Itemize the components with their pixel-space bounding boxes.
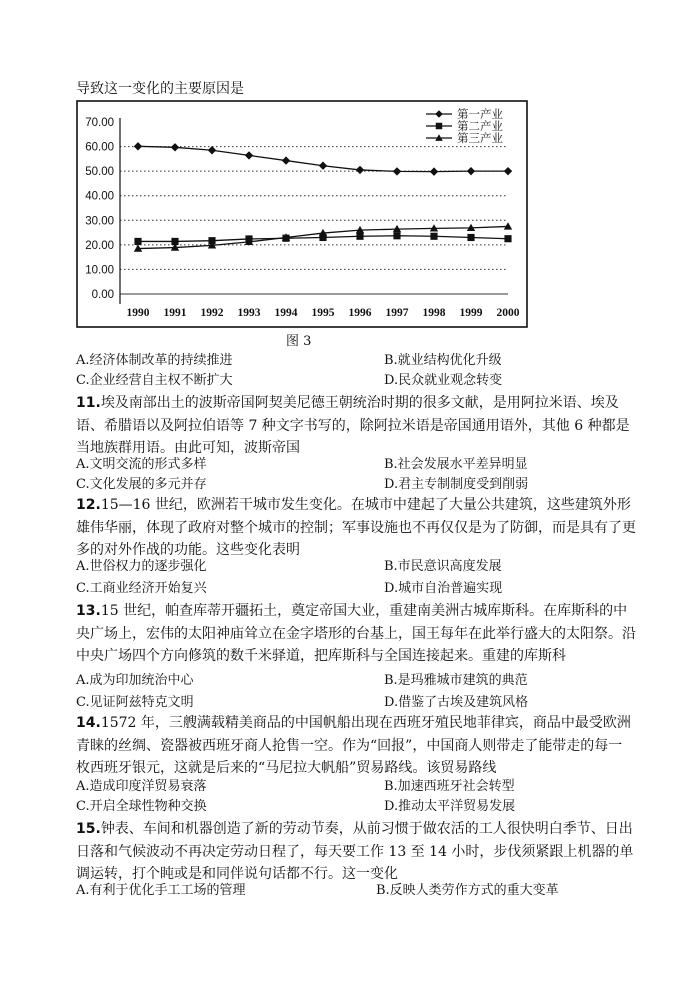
q15-option-b: B.反映人类劳作方式的重大变革	[376, 883, 559, 898]
question-15	[76, 818, 636, 886]
x-tick-label: 1990	[126, 307, 150, 319]
question-text: 15 世纪，帕查库蒂开疆拓土，奠定帝国大业，重建南美洲古城库斯科。在库斯科的中央广场上，宏伟的太阳神庙耸立在金字塔形的台基上，国王每年在此举行盛大的太阳祭。沿中央广场四个方向修筑的数千米驿道，把库斯科与全国连接起来。重建的库斯科	[76, 603, 636, 664]
question-text: 钟表、车间和机器创造了新的劳动节奏，从前习惯于做农活的工人很快明白季节、日出日落和气候波动不再决定劳动日程了，每天要工作 13 至 14 小时，步伐须紧跟上机器的单调运转，打个盹或是和同伴说句话都不行。这一变化	[76, 821, 634, 882]
x-tick-label: 1998	[422, 307, 446, 319]
q15-option-a: A.有利于优化手工工场的管理	[76, 883, 246, 898]
question-number: 13.	[76, 603, 101, 619]
question-14	[76, 712, 636, 780]
q14-option-d: D.推动太平洋贸易发展	[384, 799, 516, 814]
data-point	[436, 123, 442, 129]
x-tick-label: 1997	[385, 307, 409, 319]
q13-option-d: D.借鉴了古埃及建筑风格	[384, 695, 529, 710]
y-tick-label: 70.00	[85, 117, 114, 129]
x-tick-label: 1991	[163, 307, 187, 319]
data-point	[430, 233, 437, 240]
x-tick-label: 1995	[311, 307, 335, 319]
question-number: 12.	[76, 497, 101, 513]
question-text: 埃及南部出土的波斯帝国阿契美尼德王朝统治时期的很多文献，是用阿拉米语、埃及语、希腊语以及阿拉伯语等 7 种文字书写的，除阿拉米语是帝国通用语外，其他 6 种都是当地族群用语。由此可知，波斯帝国	[76, 395, 630, 456]
q14-option-a: A.造成印度洋贸易衰落	[76, 779, 207, 794]
x-tick-label: 1999	[459, 307, 483, 319]
q12-option-d: D.城市自治普遍实现	[384, 581, 503, 596]
q11-option-a: A.文明交流的形式多样	[76, 457, 207, 472]
data-point	[467, 234, 474, 241]
x-tick-label: 1992	[200, 307, 224, 319]
q14-option-b: B.加速西班牙社会转型	[384, 779, 515, 794]
y-tick-label: 40.00	[85, 190, 114, 203]
question-intro: 导致这一变化的主要原因是	[76, 81, 244, 97]
q13-option-a: A.成为印加统治中心	[76, 673, 194, 688]
x-tick-label: 1996	[348, 307, 372, 319]
q10-option-b: B.就业结构优化升级	[384, 353, 502, 368]
question-11	[76, 392, 636, 460]
question-text: 15—16 世纪，欧洲若干城市发生变化。在城市中建起了大量公共建筑，这些建筑外形雄伟华丽，体现了政府对整个城市的控制；军事设施也不再仅仅是为了防御，而是具有了更多的对外作战的功能。这些变化表明	[76, 497, 636, 558]
q12-option-b: B.市民意识高度发展	[384, 559, 502, 574]
y-tick-label: 0.00	[91, 289, 114, 301]
q11-option-b: B.社会发展水平差异明显	[384, 457, 528, 472]
question-number: 11.	[76, 395, 101, 411]
q13-option-b: B.是玛雅城市建筑的典范	[384, 673, 528, 688]
data-point	[134, 238, 141, 245]
figure-caption: 图 3	[286, 334, 312, 349]
q10-option-c: C.企业经营自主权不断扩大	[76, 373, 233, 388]
line-chart	[76, 100, 528, 328]
chart-legend	[426, 107, 503, 145]
q11-option-d: D.君主专制制度受到削弱	[384, 477, 529, 492]
y-tick-label: 10.00	[85, 264, 114, 277]
question-number: 15.	[76, 821, 101, 837]
x-axis	[127, 307, 520, 319]
question-text: 1572 年，三艘满载精美商品的中国帆船出现在西班牙殖民地菲律宾，商品中最受欧洲青睐的丝绸、瓷器被西班牙商人抢售一空。作为“回报”，中国商人则带走了能带走的每一枚西班牙银元，这就是后来的“马尼拉大帆船”贸易路线。该贸易路线	[76, 715, 631, 776]
legend-label: 第一产业	[457, 107, 503, 121]
q10-option-a: A.经济体制改革的持续推进	[76, 353, 233, 368]
y-tick-label: 50.00	[85, 166, 114, 179]
q12-option-c: C.工商业经济开始复兴	[76, 581, 207, 596]
y-tick-label: 30.00	[85, 215, 114, 228]
x-tick-label: 1993	[237, 307, 261, 319]
question-number: 14.	[76, 715, 101, 731]
data-point	[393, 232, 400, 239]
legend-label: 第三产业	[457, 131, 503, 145]
q14-option-c: C.开启全球性物种交换	[76, 799, 207, 814]
q12-option-a: A.世俗权力的逐步强化	[76, 559, 207, 574]
data-point	[356, 233, 363, 240]
question-13	[76, 600, 636, 668]
x-tick-label: 2000	[496, 307, 520, 319]
q10-option-d: D.民众就业观念转变	[384, 373, 503, 388]
y-tick-label: 20.00	[85, 239, 114, 252]
y-tick-label: 60.00	[85, 141, 114, 154]
question-12	[76, 494, 636, 562]
q11-option-c: C.文化发展的多元并存	[76, 477, 207, 492]
x-tick-label: 1994	[274, 307, 298, 319]
data-point	[504, 235, 511, 242]
q13-option-c: C.见证阿兹特克文明	[76, 695, 194, 710]
legend-label: 第二产业	[457, 119, 503, 133]
